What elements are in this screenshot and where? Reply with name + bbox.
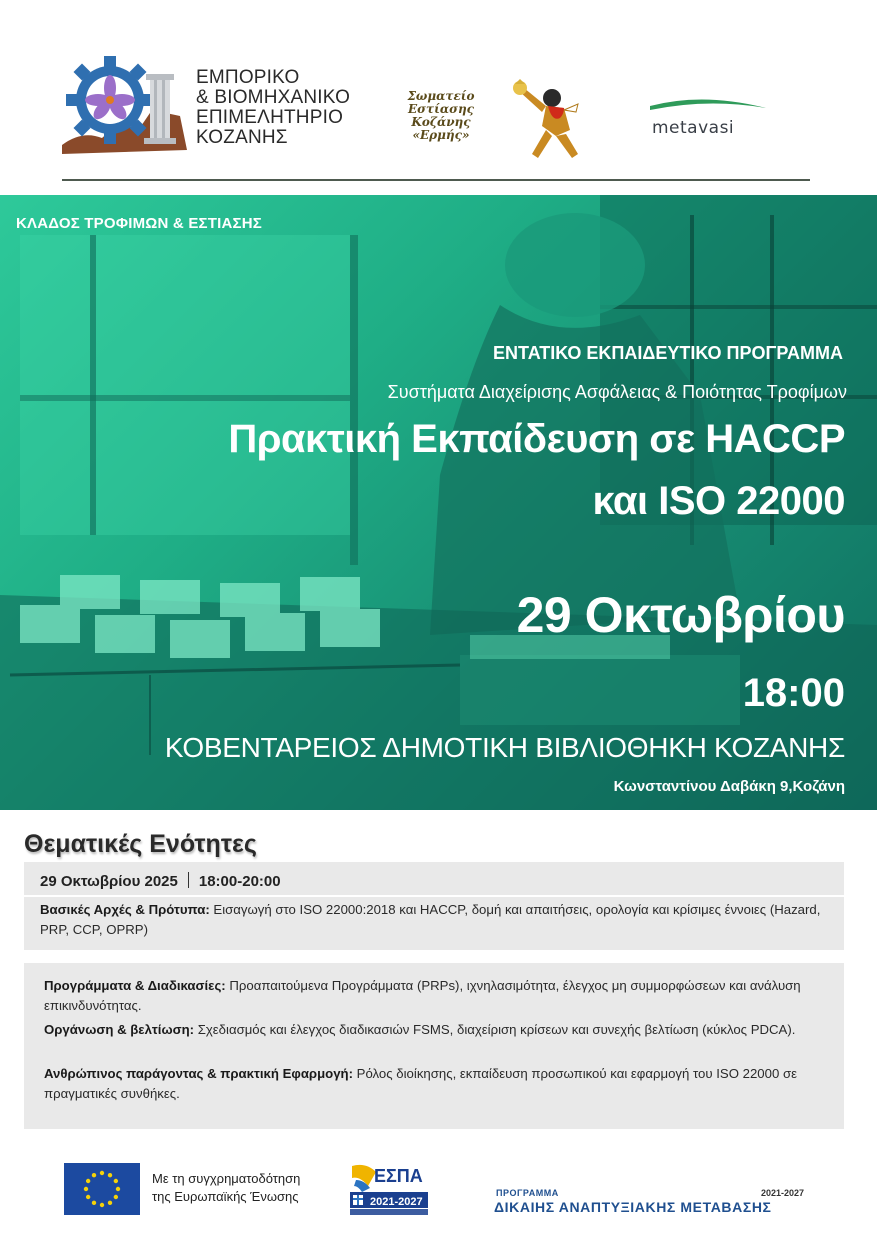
header-divider	[62, 179, 810, 181]
thematic-units-title: Θεματικές Ενότητες	[24, 830, 257, 858]
eu-star	[100, 1171, 104, 1175]
sector-label: ΚΛΑΔΟΣ ΤΡΟΦΙΜΩΝ & ΕΣΤΙΑΣΗΣ	[16, 215, 262, 232]
chamber-line-3: ΕΠΙΜΕΛΗΤΗΡΙΟ	[196, 107, 344, 128]
program-subtitle: Συστήματα Διαχείρισης Ασφάλειας & Ποιότητας Τροφίμων	[387, 382, 847, 402]
eu-line-2: της Ευρωπαϊκής Ένωσης	[152, 1189, 299, 1204]
eu-star	[86, 1179, 90, 1183]
chamber-line-2: & ΒΙΟΜΗΧΑΝΙΚΟ	[196, 87, 351, 108]
session-time: 18:00-20:00	[198, 873, 281, 890]
eu-star	[114, 1195, 118, 1199]
eu-star	[116, 1187, 120, 1191]
session-separator	[188, 872, 189, 888]
guild-line-1: Σωματείο	[407, 89, 475, 103]
session-header	[40, 872, 281, 890]
guild-line-3: Κοζάνης	[411, 115, 471, 129]
unit-item	[44, 976, 829, 1016]
eu-star	[100, 1203, 104, 1207]
unit-item	[44, 1064, 829, 1104]
eu-star	[92, 1201, 96, 1205]
program-years: 2021-2027	[760, 1188, 804, 1198]
eu-star	[114, 1179, 118, 1183]
unit-label: Βασικές Αρχές & Πρότυπα:	[40, 902, 210, 917]
session-box	[24, 862, 844, 950]
program-name: ΔΙΚΑΙΗΣ ΑΝΑΠΤΥΞΙΑΚΗΣ ΜΕΤΑΒΑΣΗΣ	[494, 1199, 772, 1215]
program-label: ΠΡΟΓΡΑΜΜΑ	[496, 1188, 559, 1198]
eu-cofunding-text	[152, 1170, 300, 1206]
eu-star	[86, 1195, 90, 1199]
espa-name: ΕΣΠΑ	[374, 1166, 423, 1186]
session-divider	[24, 895, 844, 897]
program-kicker: ΕΝΤΑΤΙΚΟ ΕΚΠΑΙΔΕΥΤΙΚΟ ΠΡΟΓΡΑΜΜΑ	[493, 343, 843, 363]
unit-label: Οργάνωση & βελτίωση:	[44, 1022, 195, 1037]
espa-logo	[348, 1162, 430, 1216]
header	[0, 0, 877, 195]
hermes-logo	[512, 78, 584, 164]
unit-text: Εισαγωγή στο ISO 22000:2018 και HACCP, δομή και απαιτήσεις, ορολογία και κρίσιμες έννοιες (Hazard, PRP, CCP, OPRP)	[40, 902, 821, 937]
hero-banner	[0, 195, 877, 810]
chamber-name	[196, 68, 350, 148]
unit-label: Ανθρώπινος παράγοντας & πρακτική Εφαρμογή:	[44, 1066, 353, 1081]
gear-flower-column-logo	[62, 50, 192, 160]
unit-item	[44, 1020, 829, 1040]
units-box	[24, 963, 844, 1129]
event-venue: ΚΟΒΕΝΤΑΡΕΙΟΣ ΔΗΜΟΤΙΚΗ ΒΙΒΛΙΟΘΗΚΗ ΚΟΖΑΝΗΣ	[164, 732, 845, 763]
program-title-line-2: και ISO 22000	[592, 479, 845, 523]
guild-line-4: «Ερμής»	[412, 128, 470, 142]
event-time: 18:00	[742, 671, 845, 715]
eu-star	[108, 1201, 112, 1205]
guild-line-2: Εστίασης	[408, 102, 474, 116]
event-address: Κωνσταντίνου Δαβάκη 9,Κοζάνη	[613, 778, 845, 795]
guild-name	[402, 90, 480, 142]
eu-flag-icon	[64, 1163, 140, 1215]
eu-star	[108, 1173, 112, 1177]
eu-star	[84, 1187, 88, 1191]
unit-text: Σχεδιασμός και έλεγχος διαδικασιών FSMS, διαχείριση κρίσεων και συνεχής βελτίωση (κύκλος PDCA).	[194, 1022, 796, 1037]
eu-star	[92, 1173, 96, 1177]
unit-text: Ρόλος διοίκησης, εκπαίδευση προσωπικού και εφαρμογή του ISO 22000 σε πραγματικές συνθήκες.	[44, 1066, 797, 1101]
unit-label: Προγράμματα & Διαδικασίες:	[44, 978, 226, 993]
eu-line-1: Με τη συγχρηματοδότηση	[152, 1171, 301, 1186]
event-date: 29 Οκτωβρίου	[516, 587, 845, 643]
unit-item	[40, 900, 835, 940]
unit-text: Προαπαιτούμενα Προγράμματα (PRPs), ιχνηλασιμότητα, έλεγχος μη συμμορφώσεων και ανάλυση επικινδυνότητας.	[44, 978, 801, 1013]
session-date: 29 Οκτωβρίου 2025	[40, 873, 178, 890]
espa-years: 2021-2027	[370, 1196, 423, 1208]
metavasi-name: metavasi	[652, 118, 735, 138]
program-title-line-1: Πρακτική Εκπαίδευση σε HACCP	[228, 417, 845, 461]
chamber-line-1: ΕΜΠΟΡΙΚΟ	[196, 67, 300, 88]
chamber-line-4: ΚΟΖΑΝΗΣ	[196, 127, 288, 148]
